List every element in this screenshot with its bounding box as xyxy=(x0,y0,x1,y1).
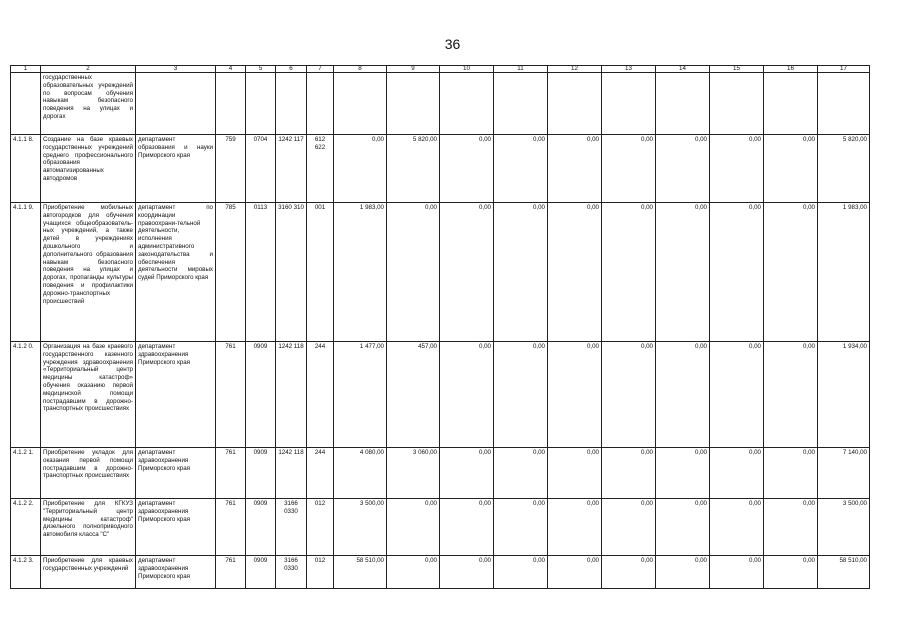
amount-cell: 457,00 xyxy=(387,342,440,448)
column-header: 17 xyxy=(818,66,870,73)
column-header: 13 xyxy=(602,66,656,73)
amount-cell xyxy=(494,73,548,135)
description-cell: Создание на базе краевых государственных учреждений среднего профессионального образования автоматизированных автодромов xyxy=(41,135,136,203)
description-cell: Приобретение для краевых государственных учреждений xyxy=(41,556,136,589)
amount-cell: 0,00 xyxy=(440,499,494,556)
amount-cell: 0,00 xyxy=(710,499,764,556)
table-row xyxy=(11,448,870,499)
amount-cell: 1 477,00 xyxy=(334,342,387,448)
code-cell: 0704 xyxy=(246,135,276,203)
code-cell xyxy=(216,73,246,135)
amount-cell: 0,00 xyxy=(387,556,440,589)
table-row xyxy=(11,499,870,556)
total-amount-cell: 5 820,00 xyxy=(818,135,870,203)
row-number-cell: 4.1.1 8. xyxy=(11,135,41,203)
amount-cell: 0,00 xyxy=(656,135,710,203)
amount-cell: 0,00 xyxy=(602,556,656,589)
amount-cell: 3 060,00 xyxy=(387,448,440,499)
code-cell: 0909 xyxy=(246,556,276,589)
amount-cell: 0,00 xyxy=(548,499,602,556)
code-cell xyxy=(307,73,334,135)
table-row xyxy=(11,203,870,342)
code-cell: 3160 310 xyxy=(276,203,307,342)
code-cell: 244 xyxy=(307,448,334,499)
department-cell: департамент здравоохранения Приморского края xyxy=(136,499,216,556)
amount-cell xyxy=(548,73,602,135)
code-cell: 0113 xyxy=(246,203,276,342)
amount-cell: 0,00 xyxy=(440,342,494,448)
code-cell: 0909 xyxy=(246,342,276,448)
department-cell: департамент здравоохранения Приморского края xyxy=(136,342,216,448)
code-cell: 612 622 xyxy=(307,135,334,203)
code-cell: 759 xyxy=(216,135,246,203)
amount-cell xyxy=(602,73,656,135)
total-amount-cell: 1 934,00 xyxy=(818,342,870,448)
column-header: 8 xyxy=(334,66,387,73)
column-header: 1 xyxy=(11,66,41,73)
column-header: 5 xyxy=(246,66,276,73)
total-amount-cell: 7 140,00 xyxy=(818,448,870,499)
code-cell: 244 xyxy=(307,342,334,448)
description-cell: Приобретение мобильных автогородков для обучения учащихся общеобразователь-ных учреждений, а также детей в учреждениях дошкольного и дополнительного образования навыкам безопасного поведения на улицах и дорогах, пропаганды культуры поведения и профилактики дорожно-транспортных происшествий xyxy=(41,203,136,342)
description-cell: Приобретение для КГКУЗ "Территориальный центр медицины катастроф" дизельного полноприводного автомобиля класса "С" xyxy=(41,499,136,556)
row-number-cell: 4.1.2 3. xyxy=(11,556,41,589)
row-number-cell: 4.1.2 1. xyxy=(11,448,41,499)
amount-cell: 0,00 xyxy=(764,556,818,589)
department-cell xyxy=(136,73,216,135)
amount-cell: 0,00 xyxy=(387,203,440,342)
table-row xyxy=(11,556,870,589)
amount-cell xyxy=(710,73,764,135)
amount-cell: 0,00 xyxy=(494,556,548,589)
row-number-cell: 4.1.2 0. xyxy=(11,342,41,448)
column-header: 14 xyxy=(656,66,710,73)
total-amount-cell: 58 510,00 xyxy=(818,556,870,589)
table-row xyxy=(11,342,870,448)
code-cell: 1242 117 xyxy=(276,135,307,203)
column-header: 2 xyxy=(41,66,136,73)
total-amount-cell: 3 500,00 xyxy=(818,499,870,556)
page-number: 36 xyxy=(444,36,461,52)
amount-cell: 0,00 xyxy=(710,203,764,342)
amount-cell: 0,00 xyxy=(494,203,548,342)
amount-cell: 0,00 xyxy=(548,448,602,499)
code-cell: 761 xyxy=(216,342,246,448)
amount-cell: 1 983,00 xyxy=(334,203,387,342)
amount-cell: 0,00 xyxy=(494,342,548,448)
amount-cell: 0,00 xyxy=(764,448,818,499)
amount-cell: 0,00 xyxy=(387,499,440,556)
amount-cell xyxy=(764,73,818,135)
total-amount-cell: 1 983,00 xyxy=(818,203,870,342)
amount-cell: 0,00 xyxy=(548,342,602,448)
code-cell: 1242 118 xyxy=(276,342,307,448)
amount-cell: 58 510,00 xyxy=(334,556,387,589)
code-cell: 001 xyxy=(307,203,334,342)
amount-cell: 0,00 xyxy=(710,556,764,589)
code-cell xyxy=(276,73,307,135)
amount-cell: 0,00 xyxy=(602,342,656,448)
column-number-row xyxy=(11,66,870,73)
amount-cell xyxy=(656,73,710,135)
amount-cell: 0,00 xyxy=(602,203,656,342)
amount-cell: 0,00 xyxy=(440,135,494,203)
amount-cell: 0,00 xyxy=(656,448,710,499)
department-cell: департамент по координации правоохрани-тельной деятельности, исполнения административного законодательства и обеспечения деятельности мировых судей Приморского края xyxy=(136,203,216,342)
amount-cell: 0,00 xyxy=(548,556,602,589)
code-cell: 3166 0330 xyxy=(276,499,307,556)
amount-cell: 0,00 xyxy=(764,203,818,342)
code-cell: 0909 xyxy=(246,499,276,556)
amount-cell: 0,00 xyxy=(494,499,548,556)
amount-cell xyxy=(334,73,387,135)
code-cell: 761 xyxy=(216,556,246,589)
code-cell: 761 xyxy=(216,448,246,499)
row-number-cell: 4.1.2 2. xyxy=(11,499,41,556)
total-amount-cell xyxy=(818,73,870,135)
amount-cell: 0,00 xyxy=(656,203,710,342)
table-row xyxy=(11,135,870,203)
amount-cell: 0,00 xyxy=(334,135,387,203)
code-cell: 1242 118 xyxy=(276,448,307,499)
column-header: 15 xyxy=(710,66,764,73)
amount-cell xyxy=(440,73,494,135)
amount-cell: 0,00 xyxy=(764,499,818,556)
amount-cell: 0,00 xyxy=(548,135,602,203)
description-cell: государственных образовательных учреждений по вопросам обучения навыкам безопасного поведения на улицах и дорогах xyxy=(41,73,136,135)
code-cell: 761 xyxy=(216,499,246,556)
amount-cell: 0,00 xyxy=(764,342,818,448)
amount-cell: 0,00 xyxy=(548,203,602,342)
amount-cell: 0,00 xyxy=(494,135,548,203)
code-cell: 0909 xyxy=(246,448,276,499)
amount-cell: 0,00 xyxy=(764,135,818,203)
amount-cell: 0,00 xyxy=(656,499,710,556)
amount-cell xyxy=(387,73,440,135)
amount-cell: 4 080,00 xyxy=(334,448,387,499)
column-header: 12 xyxy=(548,66,602,73)
department-cell: департамент образования и науки Приморского края xyxy=(136,135,216,203)
column-header: 9 xyxy=(387,66,440,73)
code-cell: 3166 0330 xyxy=(276,556,307,589)
row-number-cell xyxy=(11,73,41,135)
amount-cell: 0,00 xyxy=(710,448,764,499)
amount-cell: 0,00 xyxy=(602,499,656,556)
department-cell: департамент здравоохранения Приморского края xyxy=(136,448,216,499)
amount-cell: 0,00 xyxy=(656,556,710,589)
department-cell: департамент здравоохранения Приморского края xyxy=(136,556,216,589)
column-header: 7 xyxy=(307,66,334,73)
amount-cell: 0,00 xyxy=(440,556,494,589)
column-header: 3 xyxy=(136,66,216,73)
code-cell: 785 xyxy=(216,203,246,342)
amount-cell: 0,00 xyxy=(710,135,764,203)
amount-cell: 0,00 xyxy=(602,448,656,499)
table-row xyxy=(11,73,870,135)
description-cell: Организация на базе краевого государственного казенного учреждения здравоохранения «Территориальный центр медицины катастроф» обучения оказанию первой медицинской помощи пострадавшим в дорожно-транспортных происшествиях xyxy=(41,342,136,448)
column-header: 16 xyxy=(764,66,818,73)
code-cell xyxy=(246,73,276,135)
amount-cell: 0,00 xyxy=(656,342,710,448)
budget-table xyxy=(10,65,870,589)
amount-cell: 5 820,00 xyxy=(387,135,440,203)
column-header: 11 xyxy=(494,66,548,73)
column-header: 10 xyxy=(440,66,494,73)
amount-cell: 0,00 xyxy=(440,448,494,499)
code-cell: 012 xyxy=(307,556,334,589)
amount-cell: 0,00 xyxy=(710,342,764,448)
description-cell: Приобретение укладок для оказания первой помощи пострадавшим в дорожно-транспортных происшествиях xyxy=(41,448,136,499)
amount-cell: 3 500,00 xyxy=(334,499,387,556)
amount-cell: 0,00 xyxy=(494,448,548,499)
row-number-cell: 4.1.1 9. xyxy=(11,203,41,342)
amount-cell: 0,00 xyxy=(440,203,494,342)
amount-cell: 0,00 xyxy=(602,135,656,203)
column-header: 4 xyxy=(216,66,246,73)
code-cell: 012 xyxy=(307,499,334,556)
column-header: 6 xyxy=(276,66,307,73)
